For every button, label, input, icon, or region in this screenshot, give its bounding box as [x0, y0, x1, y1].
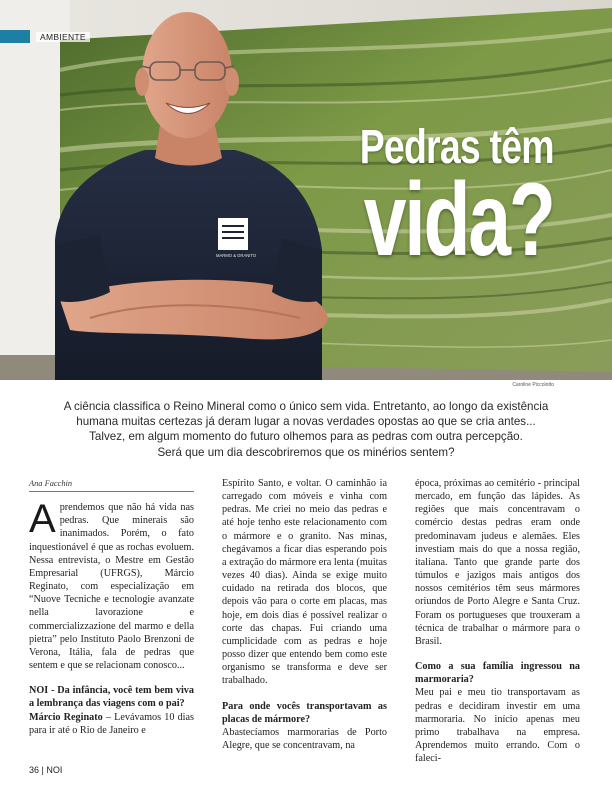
body-paragraph: época, próximas ao cemitério - principal mercado, em função das lápides. As regiões que mais concentravam o comércio destas pedras eram onde predominavam judeus e alemães. Eles investiam mais do que a nossa região, italiana. Tanto que grande parte dos túmulos e jazigos mais antigos dos nossos cemitérios têm seus mármores oriundos de Porto Alegre e Santa Cruz. Foram os portugueses que trouxeram a técnica de trabalhar o mármore para o Brasil.: [415, 478, 580, 647]
interview-answer: Meu pai e meu tio transportavam as pedras e decidiram investir em uma marmoraria. No início apenas meu primo trabalhava na empresa. Aprendemos muito errando. Com o faleci-: [415, 687, 580, 765]
intro-paragraph: Aprendemos que não há vida nas pedras. Que minerais são inanimados. Porém, o fato inquestionável é que as rochas evoluem. Nessa entrevista, o Mestre em Gestão Empresarial (UFRGS), Márcio Reginato, com especialização em “Nuove Tecniche e tecnologie avanzate nella lavorazione e commercializzazione del marmo e della pietra” pelo Instituto Paolo Brenzoni de Verona, Itália, fala de pedras que sentem e que se relacionam conosco...: [29, 497, 194, 672]
page-footer: [29, 765, 62, 775]
lead-line: Talvez, em algum momento do futuro olhemos para as pedras com outra percepção.: [89, 430, 523, 444]
interviewee-name: Márcio Reginato: [29, 711, 103, 723]
article-column-3: [415, 477, 580, 765]
footer-separator: |: [41, 765, 44, 775]
photo-credit: Caroline Piccolotto: [512, 382, 554, 388]
page-number: 36: [29, 765, 40, 775]
lead-line: Será que um dia descobriremos que os minérios sentem?: [157, 445, 455, 459]
interview-question: Como a sua família ingressou na marmoraria?: [415, 661, 580, 686]
article-column-1: [29, 477, 194, 737]
lead-line: A ciência classifica o Reino Mineral como o único sem vida. Entretanto, ao longo da existência: [63, 400, 549, 413]
section-tag: [0, 29, 90, 44]
interview-answer: Márcio Reginato – Levávamos 10 dias para ir até o Rio de Janeiro e: [29, 711, 194, 736]
article-title-line1: Pedras têm: [359, 121, 554, 174]
hero-photo: [0, 0, 612, 380]
shirt-logo-text: MARMO & GRANITO: [216, 253, 257, 258]
person-head: [142, 12, 232, 138]
article-title-line2: vida?: [364, 162, 554, 278]
section-tag-bar: [0, 30, 30, 43]
lead-paragraph: [40, 399, 572, 460]
magazine-name: NOI: [46, 765, 63, 775]
author-byline: Ana Facchin: [29, 477, 194, 492]
interview-question: NOI - Da infância, você tem bem viva a lembrança das viagens com o pai?: [29, 685, 194, 710]
interview-question: Para onde vocês transportavam as placas de mármore?: [222, 700, 387, 725]
interview-answer: Abastecíamos marmorarias de Porto Alegre, que se concentravam, na: [222, 726, 387, 751]
article-column-2: [222, 477, 387, 752]
drop-cap: A: [29, 497, 56, 542]
body-paragraph: Espírito Santo, e voltar. O caminhão ia carregado com móveis e vinha com pedras. Me criei no meio das pedras e até hoje tenho este relacionamento com o mármore e o granito. Nas minas, chegávamos a ficar dias esperando pois a extração do mármore era lenta (muitas vezes 40 dias). Ainda se exige muito cuidado na retirada dos blocos, que depois vão para o corte em placas, mas hoje, em dois dias é possível realizar o corte das chapas. Fui criando uma cumplicidade com as pedras e hoje posso dizer que entendo bem como este organismo se transforma e deve ser trabalhado.: [222, 478, 387, 687]
section-tag-label: AMBIENTE: [36, 32, 90, 42]
lead-line: humana muitas certezas já deram lugar a novas verdades opostas ao que se cria antes...: [76, 415, 536, 429]
